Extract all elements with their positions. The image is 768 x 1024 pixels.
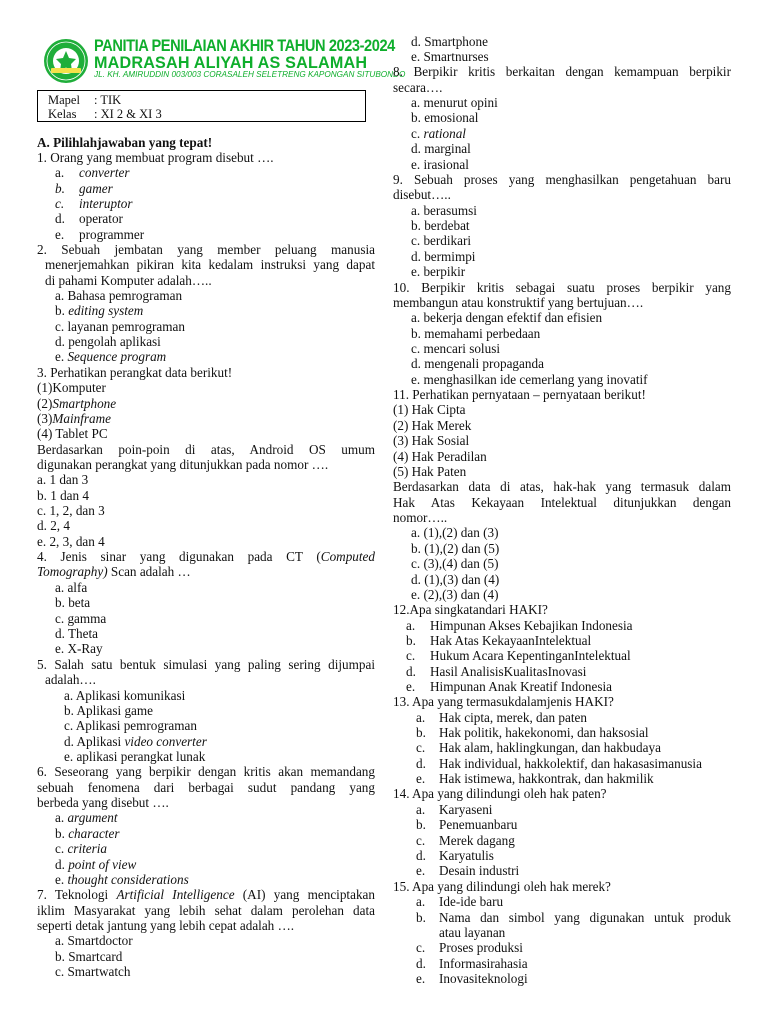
q10-option-e[interactable]: e. menghasilkan ide cemerlang yang inovatif xyxy=(411,372,648,387)
header-committee-title: PANITIA PENILAIAN AKHIR TAHUN 2023-2024 xyxy=(94,36,395,55)
class-row xyxy=(48,107,162,121)
q6-option-d[interactable] xyxy=(55,857,136,872)
q3-option-c[interactable]: c. 1, 2, dan 3 xyxy=(37,503,105,518)
q15-option-e[interactable]: Inovasiteknologi xyxy=(439,971,528,986)
q13-option-e[interactable]: Hak istimewa, hakkontrak, dan hakmilik xyxy=(439,771,654,786)
q5-option-d-text: d. Aplikasi xyxy=(64,734,125,749)
q7-option-b[interactable]: b. Smartcard xyxy=(55,949,123,964)
q10-option-a[interactable]: a. bekerja dengan efektif dan efisien xyxy=(411,310,603,325)
q1-marker-e: e. xyxy=(55,227,65,242)
question-9-stem: 9. Sebuah proses yang menghasilkan pengetahuan baru xyxy=(393,172,731,187)
question-3-stem: 3. Perhatikan perangkat data berikut! xyxy=(37,365,233,380)
q8-option-a[interactable]: a. menurut opini xyxy=(411,95,498,110)
q13-marker-a: a. xyxy=(416,710,426,725)
q7-stem-text-2: (AI) yang menciptakan xyxy=(234,887,375,902)
q1-marker-c: c. xyxy=(55,196,65,211)
q11-item-4: (4) Hak Peradilan xyxy=(393,449,487,464)
q3-prompt: Berdasarkan poin-poin di atas, Android OS umum xyxy=(37,442,375,457)
q3-option-d[interactable]: d. 2, 4 xyxy=(37,518,70,533)
q4-stem-text: 4. Jenis sinar yang digunakan pada CT ( xyxy=(37,549,321,564)
subject-info-box xyxy=(37,90,366,122)
q6-option-a-label: a. xyxy=(55,810,68,825)
q14-option-a[interactable]: Karyaseni xyxy=(439,802,493,817)
q3-option-e[interactable]: e. 2, 3, dan 4 xyxy=(37,534,105,549)
q3-option-a[interactable]: a. 1 dan 3 xyxy=(37,472,89,487)
q6-option-b-text: character xyxy=(68,826,120,841)
q7-option-d[interactable]: d. Smartphone xyxy=(411,34,488,49)
q7-option-a[interactable]: a. Smartdoctor xyxy=(55,933,133,948)
q14-option-b[interactable]: Penemuanbaru xyxy=(439,817,518,832)
q13-option-d[interactable]: Hak individual, hakkolektif, dan hakasasimanusia xyxy=(439,756,702,771)
q7-option-e[interactable]: e. Smartnurses xyxy=(411,49,489,64)
question-2-stem-line3: di pahami Komputer adalah….. xyxy=(45,273,212,288)
q13-marker-c: c. xyxy=(416,740,426,755)
q10-option-d[interactable]: d. mengenali propaganda xyxy=(411,356,544,371)
q15-marker-b: b. xyxy=(416,910,426,925)
q6-option-d-text: point of view xyxy=(68,857,137,872)
question-1-stem: 1. Orang yang membuat program disebut …. xyxy=(37,150,274,165)
question-6-stem: 6. Seseorang yang berpikir dengan kritis akan memandang xyxy=(37,764,375,779)
q11-item-1: (1) Hak Cipta xyxy=(393,402,466,417)
question-13-stem: 13. Apa yang termasukdalamjenis HAKI? xyxy=(393,694,614,709)
q12-option-a[interactable]: Himpunan Akses Kebajikan Indonesia xyxy=(430,618,633,633)
q11-option-c[interactable]: c. (3),(4) dan (5) xyxy=(411,556,499,571)
q5-option-d[interactable] xyxy=(64,734,207,749)
question-2-stem-line2: menerjemahkan pikiran kita kedalam instruksi yang dapat xyxy=(45,257,375,272)
q6-option-e-text: thought considerations xyxy=(67,872,189,887)
q11-option-e[interactable]: e. (2),(3) dan (4) xyxy=(411,587,499,602)
q11-prompt-line3: nomor….. xyxy=(393,510,448,525)
q8-option-e[interactable]: e. irasional xyxy=(411,157,469,172)
q9-option-d[interactable]: d. bermimpi xyxy=(411,249,476,264)
q15-marker-d: d. xyxy=(416,956,426,971)
q1-option-e[interactable]: programmer xyxy=(79,227,145,242)
q4-stem-italic-2: Tomography) xyxy=(37,564,108,579)
q11-prompt-line2: Hak Atas Kekayaan Intelektual ditunjukkan dengan xyxy=(393,495,731,510)
q1-option-a[interactable]: converter xyxy=(79,165,130,180)
q15-marker-c: c. xyxy=(416,940,426,955)
q7-option-c[interactable]: c. Smartwatch xyxy=(55,964,131,979)
q2-option-a[interactable]: a. Bahasa pemrograman xyxy=(55,288,183,303)
q10-option-b[interactable]: b. memahami perbedaan xyxy=(411,326,541,341)
q6-option-b-label: b. xyxy=(55,826,69,841)
q6-option-a[interactable] xyxy=(55,810,118,825)
question-7-stem-line2: iklim Masyarakat yang lebih sehat dalam perolehan data xyxy=(37,903,375,918)
q3-item-3-text: Mainframe xyxy=(52,411,111,426)
q5-option-d-italic: video converter xyxy=(124,734,207,749)
question-6-stem-line3: berbeda yang disebut …. xyxy=(37,795,169,810)
q12-option-d[interactable]: Hasil AnalisisKualitasInovasi xyxy=(430,664,587,679)
q11-item-3: (3) Hak Sosial xyxy=(393,433,470,448)
q3-item-2-text: Smartphone xyxy=(52,396,117,411)
q14-option-c[interactable]: Merek dagang xyxy=(439,833,515,848)
q14-marker-c: c. xyxy=(416,833,426,848)
q4-stem-italic: Computed xyxy=(320,549,375,564)
question-7-stem-line3: seperti detak jantung yang lebih cepat adalah …. xyxy=(37,918,295,933)
q7-stem-italic: Artificial Intelligence xyxy=(116,887,235,902)
q3-item-4: (4) Tablet PC xyxy=(37,426,108,441)
q1-option-b[interactable]: gamer xyxy=(79,181,113,196)
question-5-stem: 5. Salah satu bentuk simulasi yang paling sering dijumpai xyxy=(37,657,375,672)
q2-option-e-label: e. xyxy=(55,349,68,364)
q4-option-e[interactable]: e. X-Ray xyxy=(55,641,103,656)
subject-row xyxy=(48,93,121,107)
q7-stem-text: 7. Teknologi xyxy=(37,887,117,902)
q3-item-2 xyxy=(37,396,116,411)
q3-item-3-number: (3) xyxy=(37,411,53,426)
q1-marker-b: b. xyxy=(55,181,65,196)
question-4-stem xyxy=(37,549,375,564)
q6-option-c[interactable] xyxy=(55,841,107,856)
q2-option-d[interactable]: d. pengolah aplikasi xyxy=(55,334,161,349)
header-address: JL. KH. AMIRUDDIN 003/003 CORASALEH SELETRENG KAPONGAN SITUBONDO xyxy=(94,70,406,79)
q6-option-a-text: argument xyxy=(67,810,118,825)
q8-option-c-text: rational xyxy=(423,126,466,141)
q14-marker-b: b. xyxy=(416,817,426,832)
q9-option-a[interactable]: a. berasumsi xyxy=(411,203,477,218)
q6-option-e[interactable] xyxy=(55,872,189,887)
q12-marker-e: e. xyxy=(406,679,416,694)
q9-option-c[interactable]: c. berdikari xyxy=(411,233,472,248)
q15-option-d[interactable]: Informasirahasia xyxy=(439,956,528,971)
q5-option-c[interactable]: c. Aplikasi pemrograman xyxy=(64,718,197,733)
q6-option-c-text: criteria xyxy=(67,841,108,856)
question-15-stem: 15. Apa yang dilindungi oleh hak merek? xyxy=(393,879,611,894)
q6-option-c-label: c. xyxy=(55,841,68,856)
q11-option-d[interactable]: d. (1),(3) dan (4) xyxy=(411,572,500,587)
q4-option-c[interactable]: c. gamma xyxy=(55,611,107,626)
q15-option-a[interactable]: Ide-ide baru xyxy=(439,894,504,909)
q1-marker-a: a. xyxy=(55,165,65,180)
q14-marker-d: d. xyxy=(416,848,426,863)
school-logo xyxy=(42,38,90,84)
q2-option-b[interactable] xyxy=(55,303,143,318)
class-label: Kelas xyxy=(48,107,77,121)
q1-option-c[interactable]: interuptor xyxy=(79,196,133,211)
q2-option-b-text: editing system xyxy=(68,303,144,318)
q5-option-e[interactable]: e. aplikasi perangkat lunak xyxy=(64,749,206,764)
q11-option-a[interactable]: a. (1),(2) dan (3) xyxy=(411,525,499,540)
q13-marker-d: d. xyxy=(416,756,426,771)
q2-option-b-label: b. xyxy=(55,303,69,318)
q2-option-c[interactable]: c. layanan pemrograman xyxy=(55,319,185,334)
question-4-stem-line2 xyxy=(37,564,191,579)
question-8-stem-line2: secara…. xyxy=(393,80,443,95)
question-6-stem-line2: sebuah fenomena dari berbagai sudut pandang yang xyxy=(37,780,375,795)
question-10-stem: 10. Berpikir kritis sebagai suatu proses berpikir yang xyxy=(393,280,731,295)
q14-marker-e: e. xyxy=(416,863,426,878)
q13-option-c[interactable]: Hak alam, haklingkungan, dan hakbudaya xyxy=(439,740,661,755)
q15-marker-a: a. xyxy=(416,894,426,909)
q14-option-d[interactable]: Karyatulis xyxy=(439,848,494,863)
q4-option-a[interactable]: a. alfa xyxy=(55,580,88,595)
q9-option-b[interactable]: b. berdebat xyxy=(411,218,470,233)
q15-option-c[interactable]: Proses produksi xyxy=(439,940,523,955)
q3-item-2-number: (2) xyxy=(37,396,53,411)
question-11-stem: 11. Perhatikan pernyataan – pernyataan berikut! xyxy=(393,387,646,402)
q12-marker-b: b. xyxy=(406,633,416,648)
q12-marker-d: d. xyxy=(406,664,416,679)
question-5-stem-line2: adalah…. xyxy=(45,672,96,687)
q13-option-b[interactable]: Hak politik, hakekonomi, dan haksosial xyxy=(439,725,649,740)
q5-option-a[interactable]: a. Aplikasi komunikasi xyxy=(64,688,186,703)
subject-label: Mapel xyxy=(48,93,80,107)
q11-item-2: (2) Hak Merek xyxy=(393,418,472,433)
q12-marker-c: c. xyxy=(406,648,416,663)
q15-marker-e: e. xyxy=(416,971,426,986)
q6-option-b[interactable] xyxy=(55,826,119,841)
q8-option-c-label: c. xyxy=(411,126,424,141)
class-value: : XI 2 & XI 3 xyxy=(94,107,162,121)
q12-option-c[interactable]: Hukum Acara KepentinganIntelektual xyxy=(430,648,631,663)
q5-option-b[interactable]: b. Aplikasi game xyxy=(64,703,154,718)
q10-option-c[interactable]: c. mencari solusi xyxy=(411,341,500,356)
q6-option-e-label: e. xyxy=(55,872,68,887)
q11-prompt: Berdasarkan data di atas, hak-hak yang termasuk dalam xyxy=(393,479,731,494)
q2-option-e-text: Sequence program xyxy=(67,349,167,364)
q15-option-b-line2: atau layanan xyxy=(439,925,506,940)
q6-option-d-label: d. xyxy=(55,857,69,872)
question-14-stem: 14. Apa yang dilindungi oleh hak paten? xyxy=(393,786,607,801)
section-title: A. Pilihlahjawaban yang tepat! xyxy=(37,135,213,150)
subject-value: : TIK xyxy=(94,93,122,107)
q4-stem-text-2: Scan adalah … xyxy=(107,564,191,579)
q3-prompt-line2: digunakan perangkat yang ditunjukkan pada nomor …. xyxy=(37,457,329,472)
q11-option-b[interactable]: b. (1),(2) dan (5) xyxy=(411,541,500,556)
q15-option-b[interactable]: Nama dan simbol yang digunakan untuk produk xyxy=(439,910,731,925)
q12-marker-a: a. xyxy=(406,618,416,633)
q8-option-d[interactable]: d. marginal xyxy=(411,141,471,156)
q1-option-d[interactable]: operator xyxy=(79,211,123,226)
q1-marker-d: d. xyxy=(55,211,65,226)
q12-option-b[interactable]: Hak Atas KekayaanIntelektual xyxy=(430,633,592,648)
q3-item-1: (1)Komputer xyxy=(37,380,106,395)
q8-option-b[interactable]: b. emosional xyxy=(411,110,479,125)
q13-option-a[interactable]: Hak cipta, merek, dan paten xyxy=(439,710,587,725)
q12-option-e[interactable]: Himpunan Anak Kreatif Indonesia xyxy=(430,679,613,694)
q3-option-b[interactable]: b. 1 dan 4 xyxy=(37,488,90,503)
question-8-stem: 8. Berpikir kritis berkaitan dengan kemampuan berpikir xyxy=(393,64,731,79)
question-12-stem: 12.Apa singkatandari HAKI? xyxy=(393,602,548,617)
question-10-stem-line2: membangun atau konstruktif yang bertujuan…. xyxy=(393,295,644,310)
q14-option-e[interactable]: Desain industri xyxy=(439,863,520,878)
header-school-name: MADRASAH ALIYAH AS SALAMAH xyxy=(94,53,368,72)
q8-option-c[interactable] xyxy=(411,126,466,141)
q11-item-5: (5) Hak Paten xyxy=(393,464,467,479)
q9-option-e[interactable]: e. berpikir xyxy=(411,264,466,279)
q4-option-b[interactable]: b. beta xyxy=(55,595,91,610)
q13-marker-e: e. xyxy=(416,771,426,786)
q2-option-e[interactable] xyxy=(55,349,166,364)
question-9-stem-line2: disebut….. xyxy=(393,187,451,202)
q3-item-3 xyxy=(37,411,111,426)
q14-marker-a: a. xyxy=(416,802,426,817)
question-7-stem xyxy=(37,887,375,902)
question-2-stem: 2. Sebuah jembatan yang member peluang manusia xyxy=(37,242,375,257)
q13-marker-b: b. xyxy=(416,725,426,740)
q4-option-d[interactable]: d. Theta xyxy=(55,626,98,641)
